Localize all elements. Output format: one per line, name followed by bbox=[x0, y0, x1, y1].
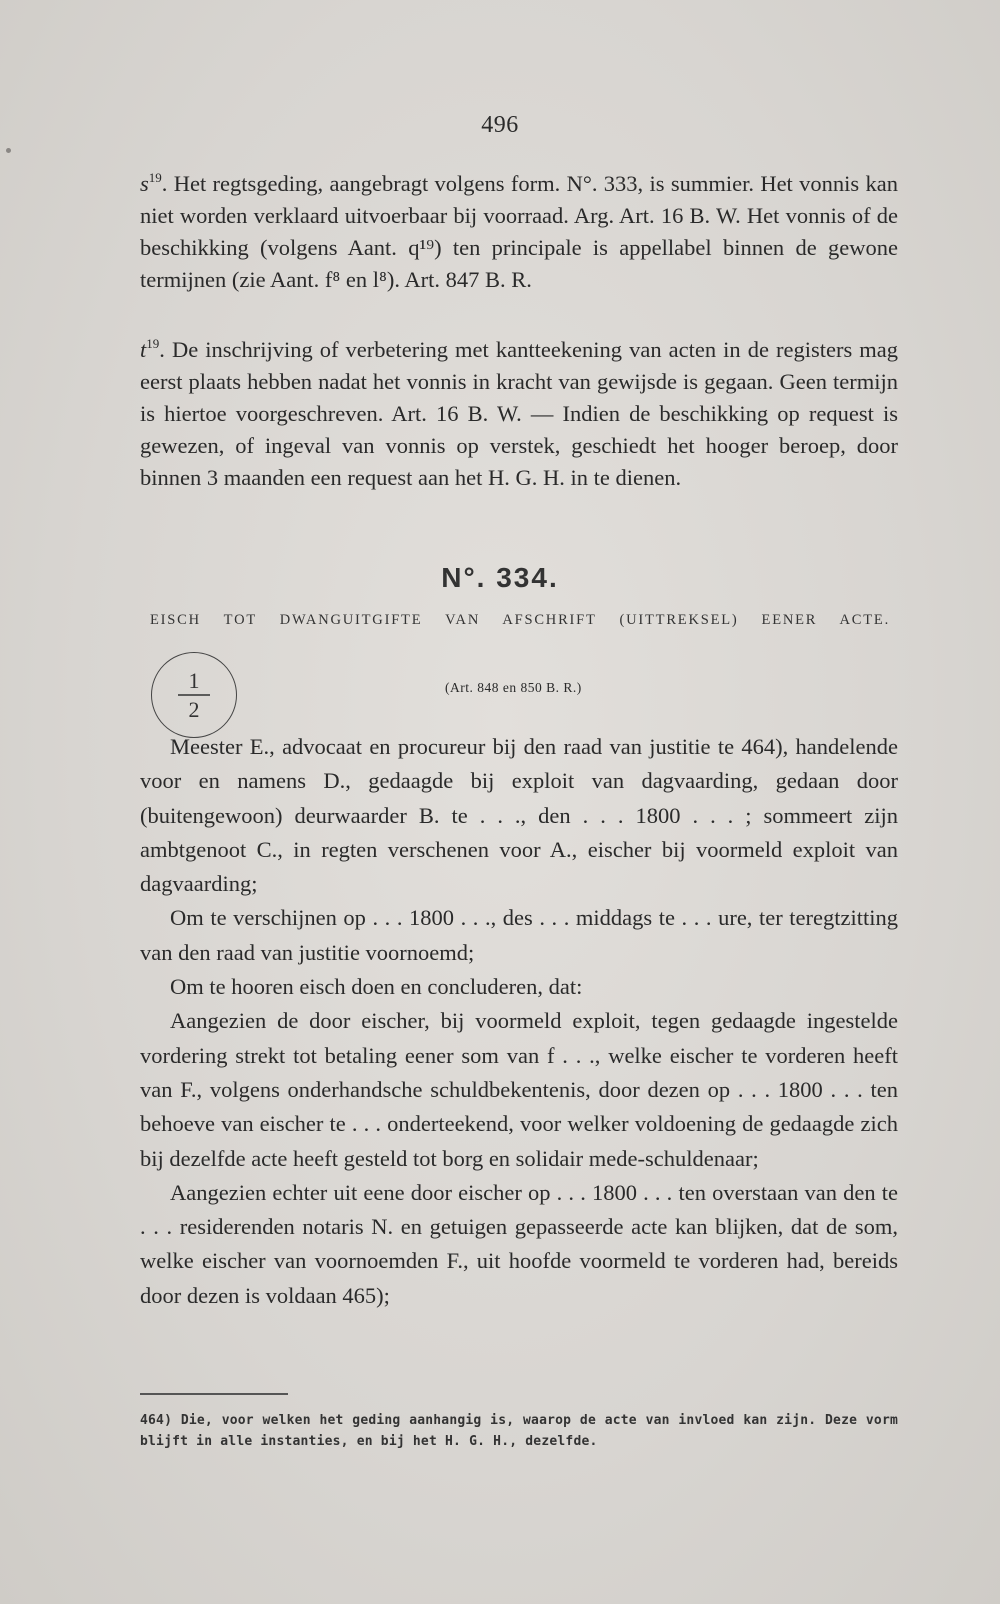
footnote: 464) Die, voor welken het geding aanhangig is, waarop de acte van invloed kan zijn. Deze vorm blijft in alle instanties, en bij het H. G. H., dezelfde. bbox=[140, 1413, 898, 1449]
body-paragraph: Om te hooren eisch doen en concluderen, dat: bbox=[170, 974, 583, 1000]
petition-body bbox=[140, 730, 898, 1313]
annotation-label: t bbox=[140, 337, 147, 362]
section-heading: N°. 334. bbox=[441, 562, 559, 593]
paper-speck bbox=[6, 148, 11, 153]
body-paragraph: Aangezien echter uit eene door eischer op . . . 1800 . . . ten overstaan van den te . . . residerenden notaris N. en getuigen gepasseerde acte kan blijken, dat de som, welke eischer van voornoemden F., uit hoofde voormeld te vorderen had, bereids door dezen is voldaan 465); bbox=[140, 1179, 898, 1308]
annotation-t19 bbox=[140, 334, 898, 494]
body-paragraph: Aangezien de door eischer, bij voormeld exploit, tegen gedaagde ingestelde vordering strekt tot betaling eener som van f . . ., welke eischer te vorderen heeft van F., volgens onderhandsche schuldbekentenis, door dezen op . . . 1800 . . . ten behoeve van eischer te . . . onderteekend, voor welker voldoening de gedaagde zich bij dezelfde acte heeft gesteld tot borg en solidair mede-schuldenaar; bbox=[140, 1008, 898, 1171]
annotation-t19-paragraph bbox=[140, 334, 898, 494]
annotation-s19-paragraph bbox=[140, 168, 898, 296]
section-subtitle: EISCH TOT DWANGUITGIFTE VAN AFSCHRIFT (UITTREKSEL) EENER ACTE. bbox=[150, 612, 890, 628]
fraction-stamp-graphic bbox=[152, 653, 236, 737]
annotation-superscript: 19 bbox=[146, 336, 160, 351]
annotation-text: . Het regtsgeding, aangebragt volgens form. N°. 333, is summier. Het vonnis kan niet worden verklaard uitvoerbaar bij voorraad. Arg. Art. 16 B. W. Het vonnis of de beschikking (volgens Aant. q¹⁹) ten principale is appellabel binnen de gewone termijnen (zie Aant. f⁸ en l⁸). Art. 847 B. R. bbox=[140, 171, 898, 292]
body-paragraph: Om te verschijnen op . . . 1800 . . ., des . . . middags te . . . ure, ter teregtzitting van den raad van justitie voornoemd; bbox=[140, 905, 898, 965]
page-number: 496 bbox=[481, 112, 519, 138]
article-reference: (Art. 848 en 850 B. R.) bbox=[445, 680, 582, 695]
stamp-numerator: 1 bbox=[188, 668, 200, 693]
stamp-denominator: 2 bbox=[188, 697, 200, 722]
annotation-superscript: 19 bbox=[148, 170, 162, 185]
fraction-stamp bbox=[151, 652, 237, 738]
annotation-label: s bbox=[140, 171, 149, 196]
annotation-text: . De inschrijving of verbetering met kantteekening van acten in de registers mag eerst plaats hebben nadat het vonnis in kracht van gewijsde is gegaan. Geen termijn is hiertoe voorgeschreven. Art. 16 B. W. — Indien de beschikking op request is gewezen, of ingeval van vonnis op verstek, geschiedt het hooger beroep, door binnen 3 maanden een request aan het H. G. H. in te dienen. bbox=[140, 337, 898, 490]
footnote-divider bbox=[140, 1393, 288, 1395]
body-paragraph: Meester E., advocaat en procureur bij den raad van justitie te 464), handelende voor en namens D., gedaagde bij exploit van dagvaarding, gedaan door (buitengewoon) deurwaarder B. te . . ., den . . . 1800 . . . ; sommeert zijn ambtgenoot C., in regten verschenen voor A., eischer bij voormeld exploit van dagvaarding; bbox=[140, 734, 898, 897]
annotation-s19 bbox=[140, 168, 898, 296]
